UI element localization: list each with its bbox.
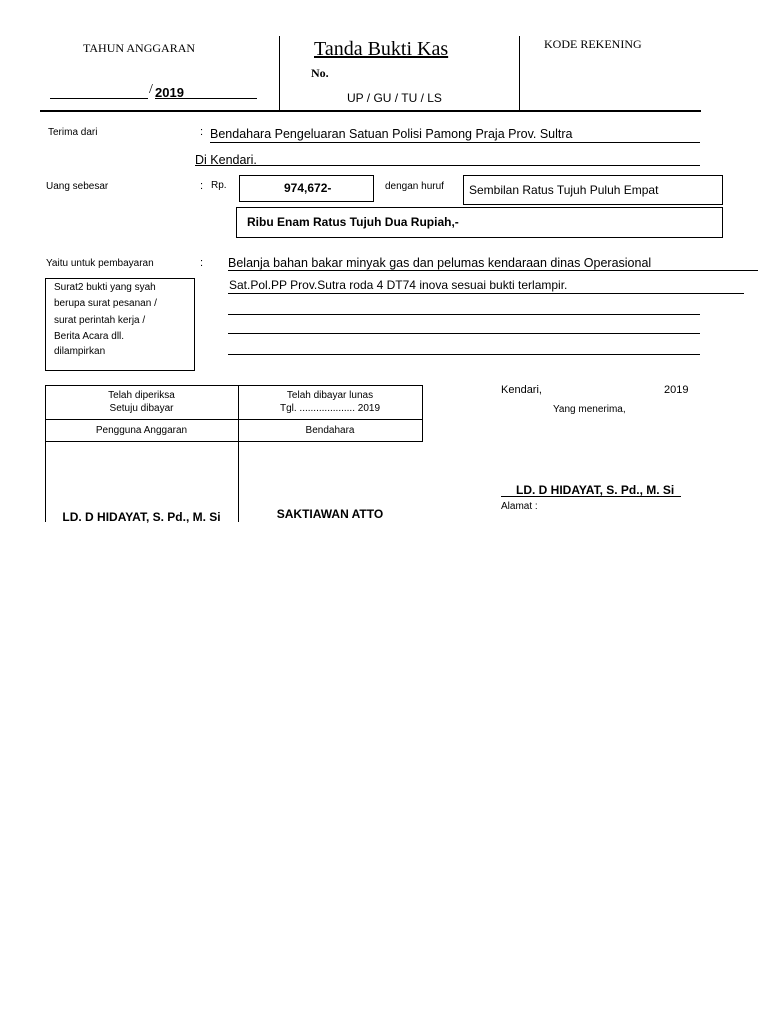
tahun-anggaran-label: TAHUN ANGGARAN [83,41,196,55]
sign-col2-role: Bendahara [305,425,355,436]
pembayaran-label: Yaitu untuk pembayaran [46,258,154,269]
terima-dari-label: Terima dari [48,127,98,138]
pembayaran-underline4 [228,333,700,334]
uang-sebesar-label: Uang sebesar [46,181,109,192]
amount-words-line1: Sembilan Ratus Tujuh Puluh Empat [469,183,659,197]
receiver-name: LD. D HIDAYAT, S. Pd., M. Si [516,483,675,497]
uang-sebesar-colon: : [200,180,204,192]
terima-dari-underline1 [210,142,700,143]
amount-box [239,175,374,202]
terima-dari-colon: : [200,126,204,138]
rp-label: Rp. [211,180,227,191]
document-title: Tanda Bukti Kas [314,38,449,60]
sign-col1-role: Pengguna Anggaran [95,425,188,436]
terima-dari-underline2 [195,165,700,166]
receiver-label: Yang menerima, [553,404,626,415]
attachment-note-box [45,278,195,371]
amount-value: 974,672- [284,181,332,195]
pembayaran-underline1 [228,270,758,271]
year-value: 2019 [155,85,184,100]
sign-table-row-divider2 [45,441,423,442]
sign-table-right [422,385,423,442]
sign-col1-line1: Telah diperiksa [108,390,175,401]
terima-dari-value-line1: Bendahara Pengeluaran Satuan Polisi Pamong Praja Prov. Sultra [210,127,573,141]
note-line: surat perintah kerja / [54,315,146,326]
sign-col2-line2: Tgl. .................... 2019 [279,403,381,414]
sign-col2-name: SAKTIAWAN ATTO [276,507,384,521]
pembayaran-underline5 [228,354,700,355]
year-underline [155,98,257,99]
note-line: berupa surat pesanan / [54,298,157,309]
pembayaran-value-line2: Sat.Pol.PP Prov.Sutra roda 4 DT74 inova sesuai bukti terlampir. [229,278,568,292]
amount-words-box-1 [463,175,723,205]
header-bottom-rule [40,110,701,112]
receiver-year: 2019 [664,384,689,396]
receiver-place: Kendari, [501,384,542,396]
sign-col1-line2: Setuju dibayar [109,403,174,414]
kode-rekening-label: KODE REKENING [544,37,642,51]
header-divider-right [519,36,520,110]
amount-words-box-2 [236,207,723,238]
pembayaran-underline2 [228,293,744,294]
pembayaran-value-line1: Belanja bahan bakar minyak gas dan pelumas kendaraan dinas Operasional [228,256,652,270]
sign-col1-name: LD. D HIDAYAT, S. Pd., M. Si [62,510,221,524]
pembayaran-underline3 [228,314,700,315]
dengan-huruf-label: dengan huruf [385,181,444,192]
note-line: Berita Acara dll. [54,331,125,342]
number-label: No. [311,66,329,80]
amount-words-line2: Ribu Enam Ratus Tujuh Dua Rupiah,- [247,215,459,229]
receiver-alamat-label: Alamat : [501,501,538,512]
year-slash: / [149,82,153,97]
sign-table-top [45,385,423,386]
receiver-name-underline [501,496,681,497]
year-prefix-line [50,98,148,99]
header-divider-left [279,36,280,110]
terima-dari-value-line2: Di Kendari. [195,153,257,167]
pembayaran-colon: : [200,257,204,269]
sign-table-row-divider1 [45,419,423,420]
sign-col2-line1: Telah dibayar lunas [286,390,374,401]
payment-types: UP / GU / TU / LS [347,91,442,105]
note-line: dilampirkan [54,346,106,357]
note-line: Surat2 bukti yang syah [54,282,156,293]
